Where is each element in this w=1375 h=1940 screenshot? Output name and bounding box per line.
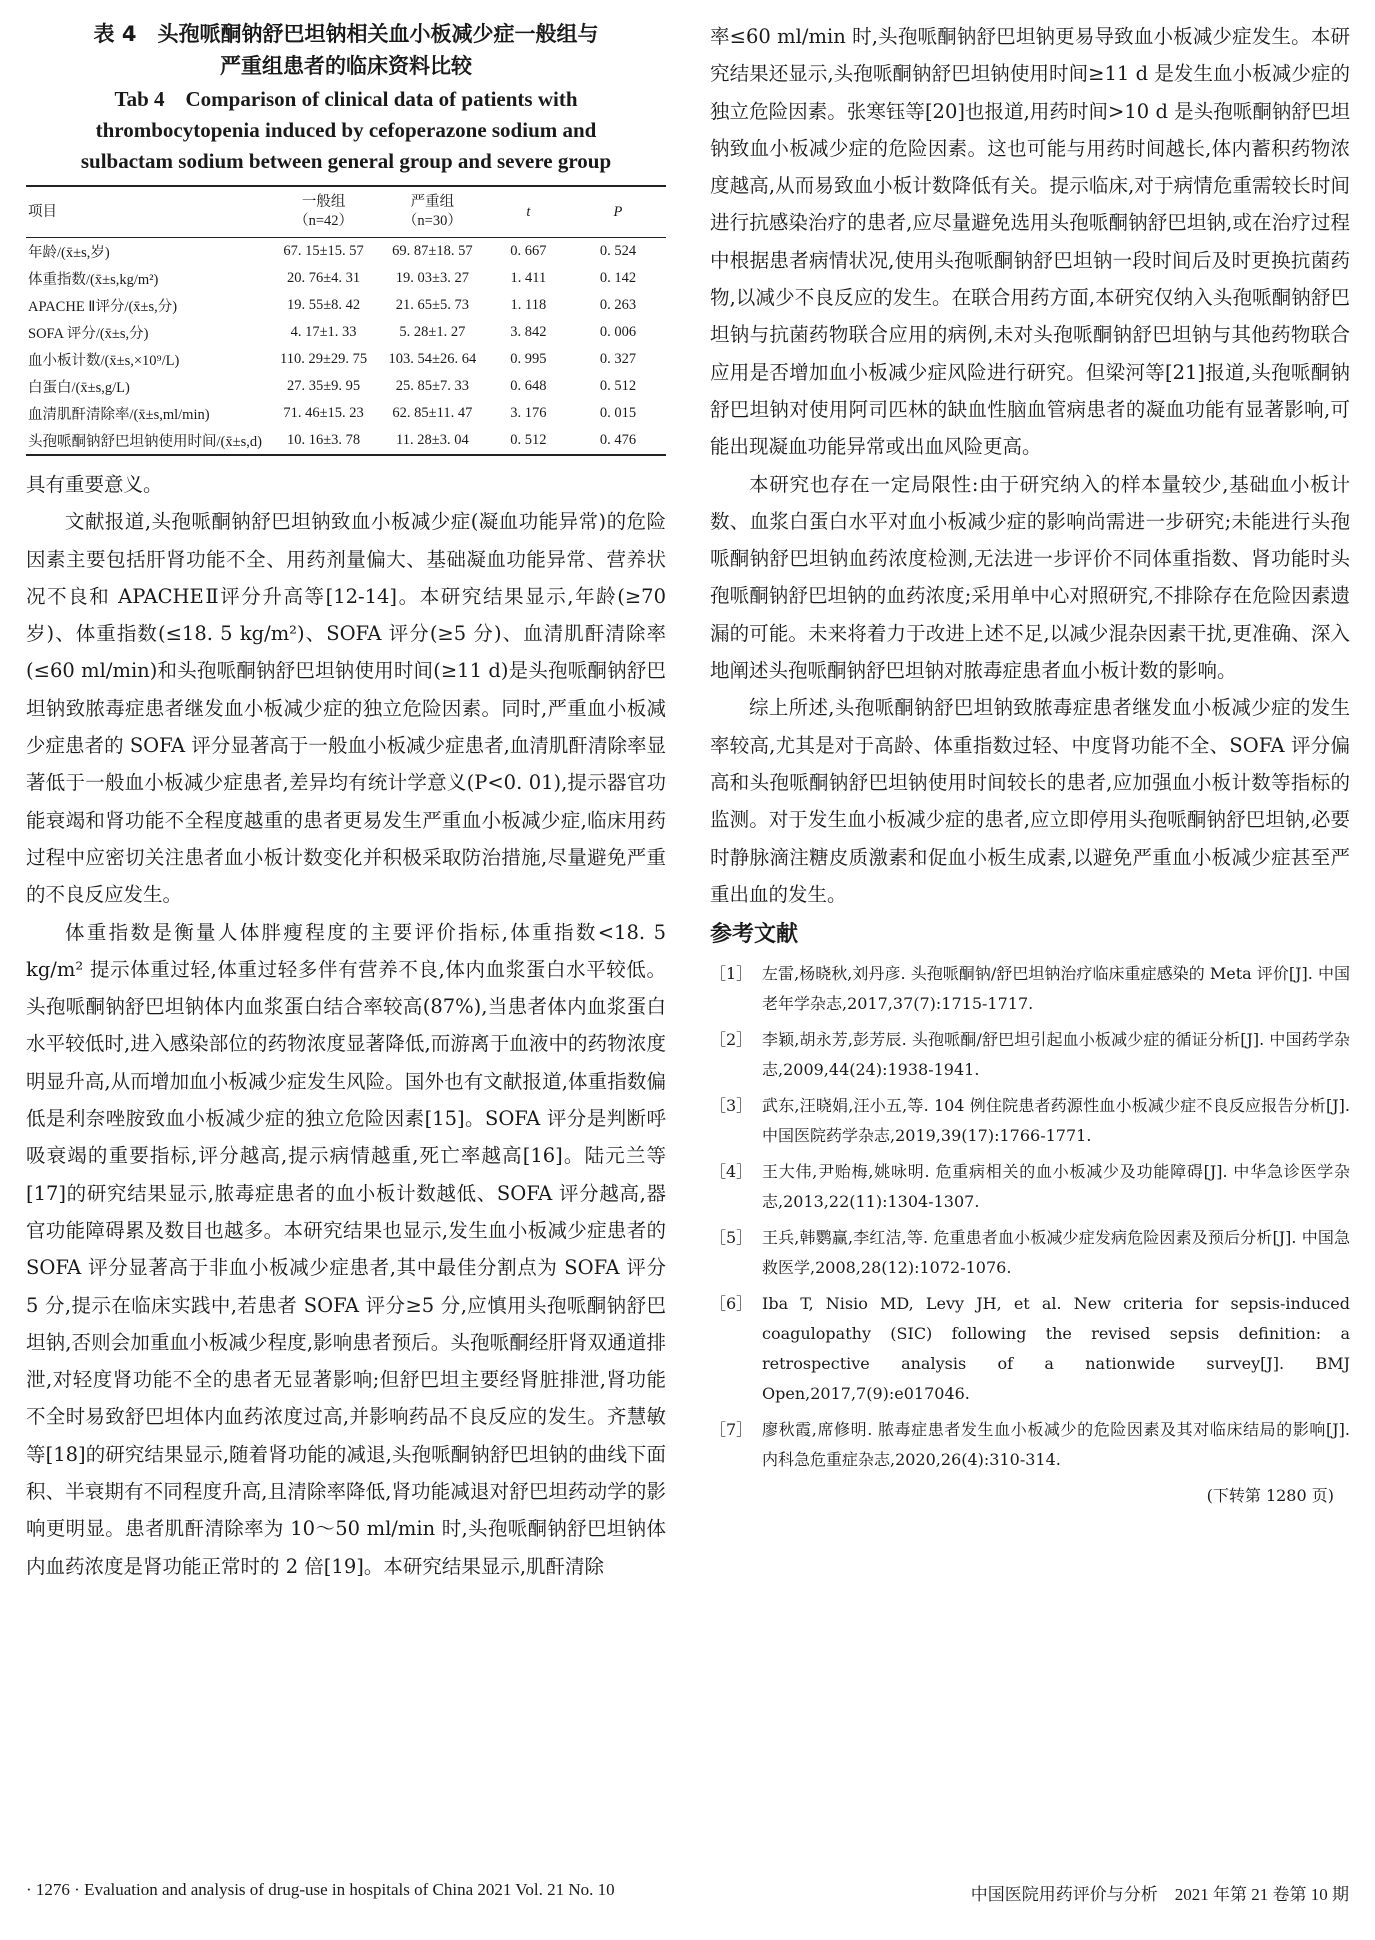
cell-item: 白蛋白/(x̄±s,g/L) (28, 380, 130, 396)
reference-number: ［2］ (710, 1030, 753, 1050)
table-row (26, 319, 666, 346)
reference-text: 李颖,胡永芳,彭芳辰. 头孢哌酮/舒巴坦引起血小板减少症的循证分析[J]. 中国药学杂志,2009,44(24):1938-1941. (762, 1030, 1350, 1080)
left-body (26, 466, 666, 1585)
cell-item: 血小板计数/(x̄±s,×10⁹/L) (28, 353, 180, 369)
table-row (26, 265, 666, 292)
cell-p: 0. 524 (599, 243, 637, 259)
cell-severe: 62. 85±11. 47 (392, 405, 473, 421)
reference-text: 王兵,韩鹦赢,李红洁,等. 危重患者血小板减少症发病危险因素及预后分析[J]. 中国急救医学,2008,28(12):1072-1076. (762, 1228, 1350, 1278)
continued-note: (下转第 1280 页) (1206, 1486, 1334, 1506)
cell-general: 4. 17±1. 33 (290, 324, 357, 340)
cell-severe: 19. 03±3. 27 (395, 270, 469, 286)
page-footer (26, 1880, 1349, 1905)
cell-general: 67. 15±15. 57 (283, 243, 364, 259)
table-title-en-line3: sulbactam sodium between general group and severe group (80, 149, 612, 173)
table-title-cn-line2: 严重组患者的临床资料比较 (220, 54, 472, 78)
cell-general: 20. 76±4. 31 (286, 270, 361, 286)
cell-general: 10. 16±3. 78 (269, 427, 378, 455)
cell-t: 3. 842 (510, 324, 547, 340)
footer-right: 中国医院用药评价与分析 2021 年第 21 卷第 10 期 (970, 1885, 1349, 1904)
references-heading: 参考文献 (710, 922, 799, 948)
paragraph: 具有重要意义。 (26, 473, 163, 496)
cell-item: SOFA 评分/(x̄±s,分) (28, 326, 149, 342)
reference-number: ［4］ (710, 1162, 753, 1182)
reference-number: ［7］ (710, 1420, 753, 1440)
footer-left: · 1276 · Evaluation and analysis of drug-use in hospitals of China 2021 Vol. 21 No. 10 (26, 1880, 615, 1899)
cell-p: 0. 327 (599, 351, 637, 367)
cell-item: APACHE Ⅱ评分/(x̄±s,分) (28, 299, 178, 315)
cell-item: 年龄/(x̄±s,岁) (28, 245, 110, 261)
header-t: t (487, 186, 570, 238)
header-severe-label: 严重组 (410, 194, 455, 210)
left-column (26, 18, 666, 1585)
cell-item: 血清肌酐清除率/(x̄±s,ml/min) (28, 407, 210, 423)
reference-number: ［1］ (710, 964, 753, 984)
header-general-group (269, 186, 378, 238)
cell-severe: 25. 85±7. 33 (395, 378, 469, 394)
cell-general: 71. 46±15. 23 (283, 405, 364, 421)
cell-t: 0. 648 (510, 378, 547, 394)
paragraph: 文献报道,头孢哌酮钠舒巴坦钠致血小板减少症(凝血功能异常)的危险因素主要包括肝肾功能不全、用药剂量偏大、基础凝血功能异常、营养状况不良和 APACHEⅡ评分升高等[12-14]。本研究结果显示,年龄(≥70 岁)、体重指数(≤18. 5 kg/m²)、SOFA 评分(≥5 分)、血清肌酐清除率(≤60 ml/min)和头孢哌酮钠舒巴坦钠使用时间(≥11 d)是头孢哌酮钠舒巴坦钠致脓毒症患者继发血小板减少症的独立危险因素。同时,严重血小板减少症患者的 SOFA 评分显著高于一般血小板减少症患者,血清肌酐清除率显著低于一般血小板减少症患者,差异均有统计学意义(P<0. 01),提示器官功能衰竭和肾功能不全程度越重的患者更易发生严重血小板减少症,临床用药过程中应密切关注患者血小板计数变化并积极采取防治措施,尽量避免严重的不良反应发生。 (26, 510, 666, 907)
reference-item (710, 1415, 1350, 1475)
table-title-en-line1: Tab 4 Comparison of clinical data of patients with (114, 87, 578, 111)
cell-severe: 69. 87±18. 57 (392, 243, 473, 259)
reference-text: Iba T, Nisio MD, Levy JH, et al. New criteria for sepsis-induced coagulopathy (SIC) following the revised sepsis definition: a retrospective analysis of a nationwide survey[J]. BMJ Open,2017,7(9):e017046. (762, 1294, 1350, 1404)
table-row (26, 373, 666, 400)
table-row (26, 427, 666, 455)
reference-item (710, 1157, 1350, 1217)
reference-number: ［3］ (710, 1096, 753, 1116)
cell-severe: 103. 54±26. 64 (388, 351, 477, 367)
header-p: P (570, 186, 666, 238)
cell-severe: 11. 28±3. 04 (378, 427, 487, 455)
cell-p: 0. 006 (599, 324, 637, 340)
reference-text: 左雷,杨晓秋,刘丹彦. 头孢哌酮钠/舒巴坦钠治疗临床重症感染的 Meta 评价[J]. 中国老年学杂志,2017,37(7):1715-1717. (762, 964, 1350, 1014)
table-row (26, 292, 666, 319)
table-row (26, 346, 666, 373)
right-column (710, 18, 1350, 1511)
cell-p: 0. 015 (599, 405, 637, 421)
cell-general: 110. 29±29. 75 (280, 351, 368, 367)
header-item: 项目 (26, 186, 269, 238)
reference-text: 王大伟,尹贻梅,姚咏明. 危重病相关的血小板减少及功能障碍[J]. 中华急诊医学杂志,2013,22(11):1304-1307. (762, 1162, 1350, 1212)
reference-number: ［6］ (710, 1294, 753, 1314)
header-general-n: （n=42） (294, 213, 354, 229)
cell-t: 1. 118 (510, 297, 547, 313)
paragraph: 综上所述,头孢哌酮钠舒巴坦钠致脓毒症患者继发血小板减少症的发生率较高,尤其是对于高龄、体重指数过轻、中度肾功能不全、SOFA 评分偏高和头孢哌酮钠舒巴坦钠使用时间较长的患者,应加强血小板计数等指标的监测。对于发生血小板减少症的患者,应立即停用头孢哌酮钠舒巴坦钠,必要时静脉滴注糖皮质激素和促血小板生成素,以避免严重血小板减少症甚至严重出血的发生。 (710, 696, 1350, 906)
header-severe-n: （n=30） (402, 213, 462, 229)
reference-item (710, 1091, 1350, 1151)
header-severe-group (378, 186, 487, 238)
cell-t: 0. 667 (510, 243, 547, 259)
table-row (26, 400, 666, 427)
reference-item (710, 1289, 1350, 1409)
header-general-label: 一般组 (301, 194, 346, 210)
table-row (26, 238, 666, 266)
cell-p: 0. 142 (599, 270, 637, 286)
reference-item (710, 1025, 1350, 1085)
reference-text: 廖秋霞,席修明. 脓毒症患者发生血小板减少的危险因素及其对临床结局的影响[J]. 内科急危重症杂志,2020,26(4):310-314. (762, 1420, 1350, 1470)
cell-p: 0. 512 (599, 378, 637, 394)
cell-item: 头孢哌酮钠舒巴坦钠使用时间/(x̄±s,d) (26, 427, 269, 455)
reference-text: 武东,汪晓娟,汪小五,等. 104 例住院患者药源性血小板减少症不良反应报告分析[J]. 中国医院药学杂志,2019,39(17):1766-1771. (762, 1096, 1350, 1146)
cell-general: 19. 55±8. 42 (286, 297, 361, 313)
paragraph: 体重指数是衡量人体胖瘦程度的主要评价指标,体重指数<18. 5 kg/m² 提示体重过轻,体重过轻多伴有营养不良,体内血浆蛋白水平较低。头孢哌酮钠舒巴坦钠体内血浆蛋白结合率较高(87%),当患者体内血浆蛋白水平较低时,进入感染部位的药物浓度显著降低,而游离于血液中的药物浓度明显升高,从而增加血小板减少症发生风险。国外也有文献报道,体重指数偏低是利奈唑胺致血小板减少症的独立危险因素[15]。SOFA 评分是判断呼吸衰竭的重要指标,评分越高,提示病情越重,死亡率越高[16]。陆元兰等[17]的研究结果显示,脓毒症患者的血小板计数越低、SOFA 评分越高,器官功能障碍累及数目也越多。本研究结果也显示,发生血小板减少症患者的 SOFA 评分显著高于非血小板减少症患者,其中最佳分割点为 SOFA 评分 5 分,提示在临床实践中,若患者 SOFA 评分≥5 分,应慎用头孢哌酮钠舒巴坦钠,否则会加重血小板减少程度,影响患者预后。头孢哌酮经肝肾双通道排泄,对轻度肾功能不全的患者无显著影响;但舒巴坦主要经肾脏排泄,肾功能不全时易致舒巴坦体内血药浓度过高,并影响药品不良反应的发生。齐慧敏等[18]的研究结果显示,随着肾功能的减退,头孢哌酮钠舒巴坦钠的曲线下面积、半衰期有不同程度升高,且清除率降低,肾功能减退对舒巴坦药动学的影响更明显。患者肌酐清除率为 10～50 ml/min 时,头孢哌酮钠舒巴坦钠体内血药浓度是肾功能正常时的 2 倍[19]。本研究结果显示,肌酐清除 (26, 920, 666, 1578)
comparison-table (26, 185, 666, 456)
cell-p: 0. 263 (599, 297, 637, 313)
cell-t: 0. 995 (510, 351, 547, 367)
cell-t: 1. 411 (510, 270, 547, 286)
table-title-cn-line1: 表 4 头孢哌酮钠舒巴坦钠相关血小板减少症一般组与 (93, 22, 599, 46)
cell-t: 3. 176 (510, 405, 547, 421)
reference-list (710, 959, 1350, 1475)
table-title-en-line2: thrombocytopenia induced by cefoperazone sodium and (95, 118, 597, 142)
cell-severe: 21. 65±5. 73 (395, 297, 469, 313)
cell-p: 0. 476 (570, 427, 666, 455)
cell-severe: 5. 28±1. 27 (399, 324, 466, 340)
reference-number: ［5］ (710, 1228, 753, 1248)
paragraph: 本研究也存在一定局限性:由于研究纳入的样本量较少,基础血小板计数、血浆白蛋白水平对血小板减少症的影响尚需进一步研究;未能进行头孢哌酮钠舒巴坦钠血药浓度检测,无法进一步评价不同体重指数、肾功能时头孢哌酮钠舒巴坦钠的血药浓度;采用单中心对照研究,不排除存在危险因素遗漏的可能。未来将着力于改进上述不足,以减少混杂因素干扰,更准确、深入地阐述头孢哌酮钠舒巴坦钠对脓毒症患者血小板计数的影响。 (710, 472, 1350, 683)
reference-item (710, 1223, 1350, 1283)
reference-item (710, 959, 1350, 1019)
cell-general: 27. 35±9. 95 (286, 378, 361, 394)
cell-t: 0. 512 (487, 427, 570, 455)
cell-item: 体重指数/(x̄±s,kg/m²) (28, 272, 159, 288)
paragraph: 率≤60 ml/min 时,头孢哌酮钠舒巴坦钠更易导致血小板减少症发生。本研究结果还显示,头孢哌酮钠舒巴坦钠使用时间≥11 d 是发生血小板减少症的独立危险因素。张寒钰等[20]也报道,用药时间>10 d 是头孢哌酮钠舒巴坦钠致血小板减少症的危险因素。这也可能与用药时间越长,体内蓄积药物浓度越高,从而易致血小板计数降低有关。提示临床,对于病情危重需较长时间进行抗感染治疗的患者,应尽量避免选用头孢哌酮钠舒巴坦钠,或在治疗过程中根据患者病情状况,使用头孢哌酮钠舒巴坦钠一段时间后及时更换抗菌药物,以减少不良反应的发生。在联合用药方面,本研究仅纳入头孢哌酮钠舒巴坦钠与抗菌药物联合应用的病例,未对头孢哌酮钠舒巴坦钠与其他药物联合应用是否增加血小板减少症风险进行研究。但梁河等[21]报道,头孢哌酮钠舒巴坦钠对使用阿司匹林的缺血性脑血管病患者的凝血功能有显著影响,可能出现凝血功能异常或出血风险更高。 (710, 25, 1350, 459)
